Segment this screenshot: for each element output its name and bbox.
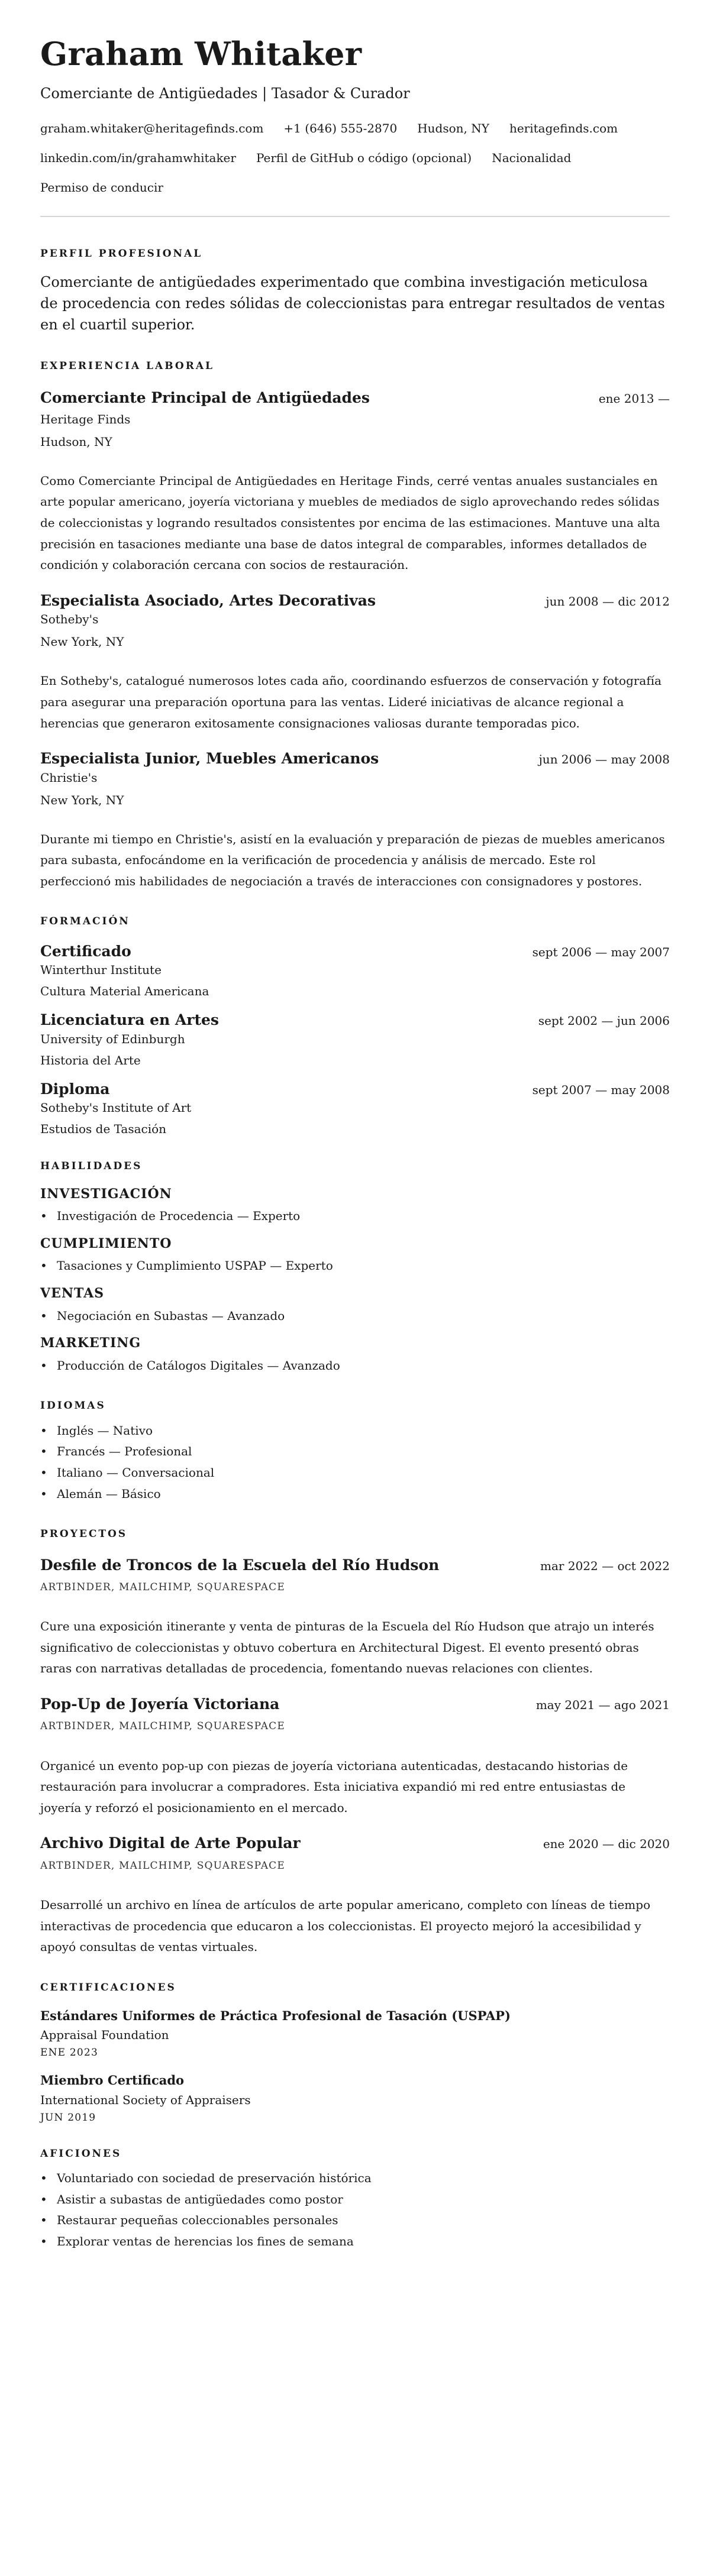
certification-issuer: International Society of Appraisers <box>40 2092 251 2107</box>
job-date: jun 2008 — dic 2012 <box>546 594 670 609</box>
project-date: ene 2020 — dic 2020 <box>543 1837 670 1852</box>
language-item: • Inglés — Nativo <box>57 1420 670 1442</box>
hobby-item: • Asistir a subastas de antigüedades como postor <box>57 2189 670 2211</box>
header-divider <box>40 216 670 217</box>
certification-title: Miembro Certificado <box>40 2073 185 2088</box>
projects-section <box>40 1528 670 1958</box>
certification-issuer: Appraisal Foundation <box>40 2028 169 2043</box>
contact-website[interactable]: heritagefinds.com <box>509 121 618 135</box>
project-item <box>40 1556 670 1679</box>
project-title: Pop-Up de Joyería Victoriana <box>40 1695 280 1713</box>
skill-item: • Negociación en Subastas — Avanzado <box>57 1306 670 1327</box>
contact-line-3 <box>40 180 670 195</box>
job-company: Heritage Finds <box>40 412 131 426</box>
certification-item <box>40 2072 670 2124</box>
profile-section <box>40 248 670 335</box>
candidate-name: Graham Whitaker <box>40 35 362 73</box>
skills-heading: HABILIDADES <box>40 1160 143 1173</box>
degree-date: sept 2006 — may 2007 <box>532 944 670 959</box>
certifications-section <box>40 1982 670 2124</box>
certifications-heading: CERTIFICACIONES <box>40 1981 176 1994</box>
skill-group <box>40 1335 670 1376</box>
degree-title: Certificado <box>40 942 131 960</box>
job-description: Durante mi tiempo en Christie's, asistí en la evaluación y preparación de piezas de muebles americanos para subasta, enfocándome en la verificación de procedencia y análisis de mercado. Este rol perfeccionó mis habilidades de negociación a través de interacciones con consignadores y postores. <box>40 831 665 888</box>
experience-heading: EXPERIENCIA LABORAL <box>40 360 214 372</box>
hobby-item: • Explorar ventas de herencias los fines de semana <box>57 2231 670 2253</box>
contact-nationality: Nacionalidad <box>492 150 572 165</box>
project-title: Archivo Digital de Arte Popular <box>40 1834 301 1852</box>
education-item <box>40 942 670 999</box>
job-title: Especialista Junior, Muebles Americanos <box>40 750 379 768</box>
institution-name: University of Edinburgh <box>40 1031 185 1046</box>
skill-item: • Producción de Catálogos Digitales — Avanzado <box>57 1355 670 1377</box>
field-of-study: Cultura Material Americana <box>40 984 209 999</box>
project-tech: ARTBINDER, MAILCHIMP, SQUARESPACE <box>40 1720 285 1733</box>
contact-linkedin[interactable]: linkedin.com/in/grahamwhitaker <box>40 150 236 165</box>
project-item <box>40 1695 670 1818</box>
experience-item <box>40 749 670 892</box>
skill-group-name: MARKETING <box>40 1335 141 1351</box>
certification-item <box>40 2008 670 2059</box>
experience-section <box>40 360 670 892</box>
project-title: Desfile de Troncos de la Escuela del Río Hudson <box>40 1556 440 1574</box>
job-location: New York, NY <box>40 792 124 807</box>
resume-header <box>40 37 670 195</box>
skill-group-name: INVESTIGACIÓN <box>40 1186 172 1202</box>
job-description: En Sotheby's, catalogué numerosos lotes cada año, coordinando esfuerzos de conservación y fotografía para asegurar una preparación oportuna para las ventas. Lideré iniciativas de alcance regional a herencias que generaron exitosamente consignaciones valiosas durante temporadas pico. <box>40 674 662 730</box>
skill-item: • Investigación de Procedencia — Experto <box>57 1206 670 1227</box>
experience-item <box>40 591 670 734</box>
job-title: Especialista Asociado, Artes Decorativas <box>40 591 376 609</box>
certification-title: Estándares Uniformes de Práctica Profesional de Tasación (USPAP) <box>40 2008 511 2024</box>
hobbies-section <box>40 2148 670 2253</box>
job-date: jun 2006 — may 2008 <box>538 752 670 767</box>
skill-group <box>40 1285 670 1326</box>
education-section <box>40 915 670 1137</box>
institution-name: Winterthur Institute <box>40 963 162 978</box>
education-heading: FORMACIÓN <box>40 915 130 928</box>
institution-name: Sotheby's Institute of Art <box>40 1101 192 1115</box>
job-date: ene 2013 — <box>598 391 670 406</box>
project-date: mar 2022 — oct 2022 <box>540 1558 670 1573</box>
project-tech: ARTBINDER, MAILCHIMP, SQUARESPACE <box>40 1859 285 1872</box>
contact-location: Hudson, NY <box>417 121 489 135</box>
skill-item: • Tasaciones y Cumplimiento USPAP — Experto <box>57 1255 670 1277</box>
job-title: Comerciante Principal de Antigüedades <box>40 389 370 407</box>
project-description: Cure una exposición itinerante y venta de pinturas de la Escuela del Río Hudson que atrajo un interés significativo de coleccionistas y obtuvo cobertura en Architectural Digest. El evento presentó obras raras con narrativas detalladas de procedencia, fomentando nuevas relaciones con clientes. <box>40 1619 654 1676</box>
skills-section <box>40 1160 670 1376</box>
languages-heading: IDIOMAS <box>40 1400 106 1412</box>
language-item: • Italiano — Conversacional <box>57 1462 670 1484</box>
profile-summary: Comerciante de antigüedades experimentado que combina investigación meticulosa de procedencia con redes sólidas de coleccionistas para entregar resultados de ventas en el cuartil superior. <box>40 273 665 333</box>
job-company: Christie's <box>40 770 98 785</box>
job-company: Sotheby's <box>40 612 99 627</box>
skill-group <box>40 1235 670 1277</box>
contact-line-1 <box>40 121 670 135</box>
hobby-item: • Voluntariado con sociedad de preservación histórica <box>57 2168 670 2189</box>
language-item: • Francés — Profesional <box>57 1441 670 1462</box>
skill-group <box>40 1186 670 1227</box>
project-date: may 2021 — ago 2021 <box>535 1697 670 1712</box>
skill-group-name: VENTAS <box>40 1286 105 1302</box>
degree-date: sept 2007 — may 2008 <box>532 1082 670 1097</box>
field-of-study: Estudios de Tasación <box>40 1122 167 1137</box>
hobby-item: • Restaurar pequeñas coleccionables personales <box>57 2210 670 2231</box>
job-location: Hudson, NY <box>40 434 112 449</box>
language-item: • Alemán — Básico <box>57 1484 670 1505</box>
degree-title: Diploma <box>40 1080 110 1098</box>
profile-heading: PERFIL PROFESIONAL <box>40 247 203 260</box>
education-item <box>40 1080 670 1137</box>
project-description: Organicé un evento pop-up con piezas de joyería victoriana autenticadas, destacando historias de restauración para involucrar a compradores. Esta iniciativa expandió mi red entre entusiastas de joyería y reforzó el posicionamiento en el mercado. <box>40 1758 628 1815</box>
job-location: New York, NY <box>40 635 124 649</box>
job-description: Como Comerciante Principal de Antigüedades en Heritage Finds, cerré ventas anuales sustanciales en arte popular americano, joyería victoriana y muebles de mediados de siglo aprovechando redes sólidas de coleccionistas y logrando resultados consistentes por encima de las estimaciones. Mantuve una alta precisión en tasaciones mediante una base de datos integral de comparables, informes detallados de condición y colaboración cercana con socios de restauración. <box>40 473 660 572</box>
languages-section <box>40 1400 670 1504</box>
contact-driving-license: Permiso de conducir <box>40 180 163 195</box>
certification-date: JUN 2019 <box>40 2111 96 2124</box>
contact-email[interactable]: graham.whitaker@heritagefinds.com <box>40 121 264 135</box>
contact-line-2 <box>40 151 670 165</box>
hobbies-heading: AFICIONES <box>40 2147 122 2160</box>
certification-date: ENE 2023 <box>40 2047 98 2059</box>
projects-heading: PROYECTOS <box>40 1528 128 1541</box>
degree-date: sept 2002 — jun 2006 <box>538 1014 670 1028</box>
experience-item <box>40 389 670 575</box>
field-of-study: Historia del Arte <box>40 1053 141 1067</box>
project-item <box>40 1834 670 1957</box>
candidate-title: Comerciante de Antigüedades | Tasador & Curador <box>40 85 410 102</box>
contact-github[interactable]: Perfil de GitHub o código (opcional) <box>256 150 472 165</box>
project-description: Desarrollé un archivo en línea de artículos de arte popular americano, completo con líneas de tiempo interactivas de procedencia que educaron a los coleccionistas. El proyecto mejoró la accesibilidad y apoyó consultas de ventas virtuales. <box>40 1897 651 1954</box>
skill-group-name: CUMPLIMIENTO <box>40 1235 172 1251</box>
project-tech: ARTBINDER, MAILCHIMP, SQUARESPACE <box>40 1581 285 1594</box>
contact-phone[interactable]: +1 (646) 555-2870 <box>283 121 398 135</box>
education-item <box>40 1011 670 1068</box>
degree-title: Licenciatura en Artes <box>40 1011 219 1029</box>
